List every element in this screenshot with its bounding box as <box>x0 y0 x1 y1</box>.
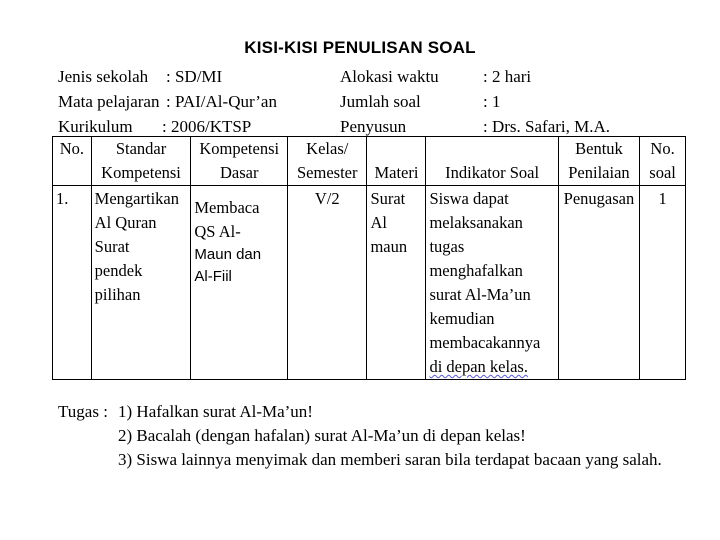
cell-line: di depan kelas. <box>429 357 528 376</box>
header-text: Standar <box>115 139 167 158</box>
meta-value-right: : 2 hari <box>483 67 532 86</box>
header-text: Kelas/ <box>306 139 349 158</box>
task-text: 1) Hafalkan surat Al-Ma’un! <box>118 402 313 421</box>
cell-line: pilihan <box>94 285 141 304</box>
meta-label: Mata pelajaran <box>58 92 160 111</box>
cell-line: Al-Fiil <box>194 268 232 285</box>
kisi-kisi-table <box>52 136 686 380</box>
cell-line: Al Quran <box>94 213 157 232</box>
header-no <box>53 137 92 186</box>
header-bentuk-penilaian <box>558 137 639 186</box>
cell-line: membacakannya <box>429 333 541 352</box>
cell-line: Surat <box>94 237 130 256</box>
cell-line: Membaca <box>194 198 260 217</box>
cell-line: Al <box>370 213 387 232</box>
cell-standar-kompetensi <box>91 186 191 380</box>
cell-kelas-semester: V/2 <box>288 186 367 380</box>
task-text: 3) Siswa lainnya menyimak dan memberi saran bila terdapat bacaan yang salah. <box>118 450 662 469</box>
cell-line: pendek <box>94 261 143 280</box>
header-kompetensi-dasar <box>191 137 288 186</box>
cell-line: Surat <box>370 189 406 208</box>
cell-line: maun <box>370 237 408 256</box>
header-text: Semester <box>297 163 358 182</box>
meta-label-right: Alokasi waktu <box>340 67 439 86</box>
meta-value: : 2006/KTSP <box>162 117 252 136</box>
cell-line: kemudian <box>429 309 495 328</box>
meta-value-right: : Drs. Safari, M.A. <box>483 117 611 136</box>
meta-value-right: : 1 <box>483 92 501 111</box>
meta-value: : SD/MI <box>166 67 223 86</box>
header-text: soal <box>649 163 676 182</box>
meta-row-school <box>58 64 678 89</box>
cell-line: Maun dan <box>194 246 262 263</box>
header-text: No. <box>59 139 84 158</box>
cell-kompetensi-dasar <box>191 186 288 380</box>
header-no-soal <box>640 137 686 186</box>
meta-value: : PAI/Al-Qur’an <box>166 92 277 111</box>
header-text: Kompetensi <box>199 139 280 158</box>
header-text: Dasar <box>219 163 259 182</box>
header-text: Penilaian <box>568 163 630 182</box>
cell-bentuk-penilaian: Penugasan <box>558 186 639 380</box>
cell-indikator-soal <box>426 186 558 380</box>
cell-line: melaksanakan <box>429 213 523 232</box>
document-title: KISI-KISI PENULISAN SOAL <box>244 38 476 57</box>
meta-label <box>58 64 148 89</box>
header-kelas-semester <box>288 137 367 186</box>
header-text: No. <box>650 139 675 158</box>
meta-info <box>58 64 678 139</box>
cell-line: menghafalkan <box>429 261 523 280</box>
header-indikator-soal <box>426 137 558 186</box>
header-text: Materi <box>374 163 419 182</box>
cell-no: 1. <box>53 186 92 380</box>
cell-line: QS Al- <box>194 222 241 241</box>
header-text: Bentuk <box>575 139 623 158</box>
header-text: Indikator Soal <box>445 163 540 182</box>
meta-label-right: Penyusun <box>340 117 407 136</box>
cell-line: Siswa dapat <box>429 189 509 208</box>
cell-line: tugas <box>429 237 465 256</box>
cell-line: Mengartikan <box>94 189 179 208</box>
table-row <box>53 186 686 380</box>
meta-label-right: Jumlah soal <box>340 92 421 111</box>
task-text: 2) Bacalah (dengan hafalan) surat Al-Ma’un di depan kelas! <box>118 426 526 445</box>
cell-line: surat Al-Ma’un <box>429 285 531 304</box>
table-header-row <box>53 137 686 186</box>
cell-materi <box>367 186 426 380</box>
header-materi <box>367 137 426 186</box>
meta-label: Kurikulum <box>58 117 133 136</box>
meta-row-subject <box>58 89 678 114</box>
cell-no-soal: 1 <box>640 186 686 380</box>
header-text: Kompetensi <box>101 163 181 182</box>
task-label: Tugas : <box>58 402 108 421</box>
meta-label-text: Jenis sekolah <box>58 67 149 86</box>
header-standar-kompetensi <box>91 137 191 186</box>
